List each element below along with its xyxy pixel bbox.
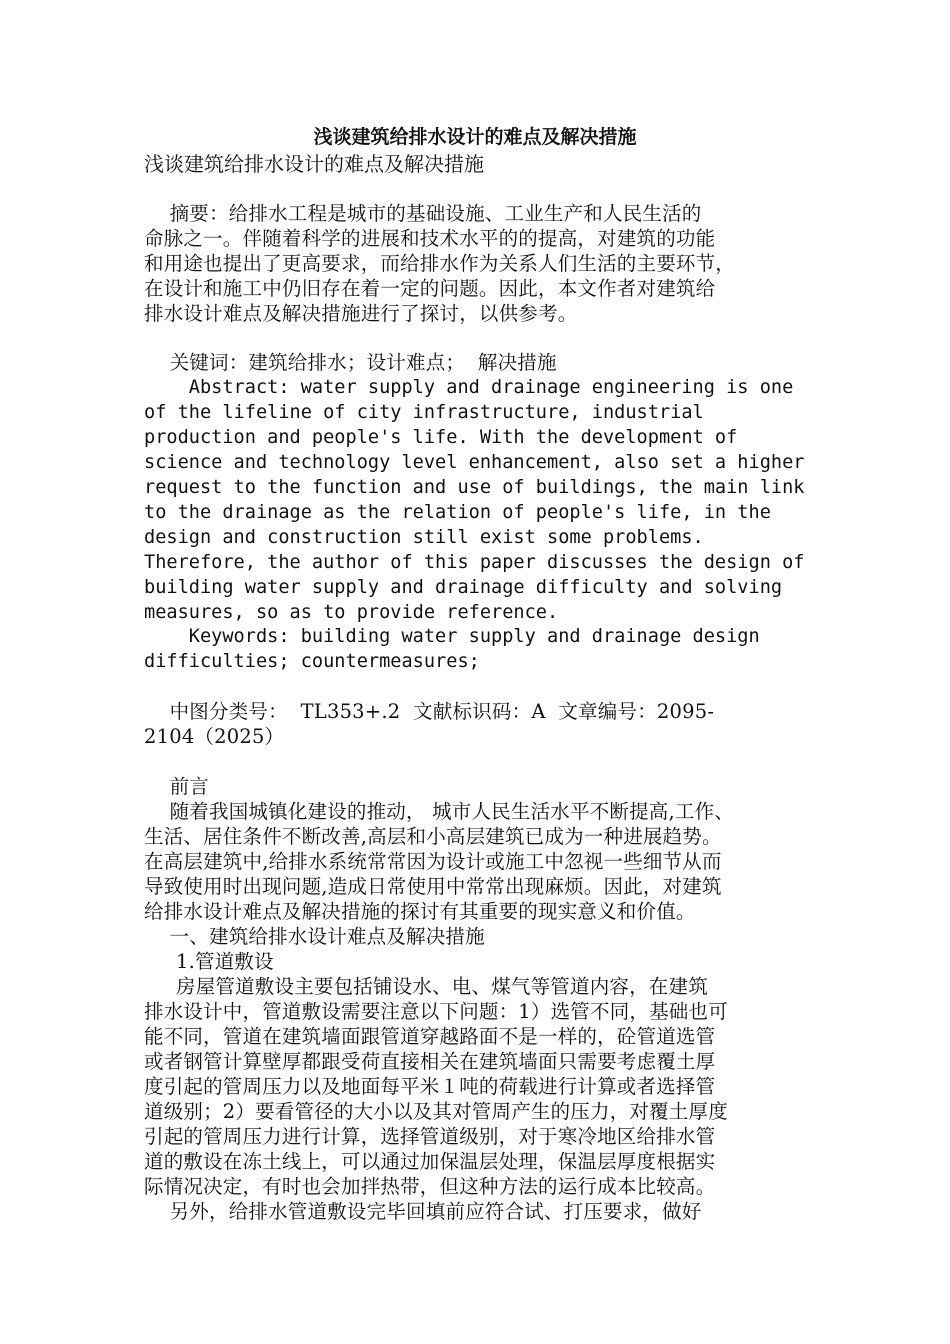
abstract-paragraph: 摘要：给排水工程是城市的基础设施、工业生产和人民生活的 命脉之一。伴随着科学的进展和技术水平的的提高，对建筑的功能 和用途也提出了更高要求，而给排水作为关系人们生活的主要环节， 在设计和施工中仍旧存在着一定的问题。因此，本文作者对建筑给 排水设计难点及解决措施进行了探讨，以供参考。 (144, 202, 736, 325)
document-subtitle: 浅谈建筑给排水设计的难点及解决措施 (144, 152, 484, 176)
keywords-chinese: 关键词：建筑给排水；设计难点； 解决措施 (144, 351, 557, 374)
classification-info: 中图分类号： TL353+.2 文献标识码：A 文章编号：2095- 2104（2025） (144, 700, 715, 748)
document-title: 浅谈建筑给排水设计的难点及解决措施 (313, 126, 637, 148)
abstract-english: Abstract: water supply and drainage engineering is one of the lifeline of city infrastructure, industrial production and people's life. With the development of science and technology level enhancement, also set a higher request to the function and use of buildings, the main link to the drainage as the relation of people's life, in the design and construction still exist some problems. Therefore, the author of this paper discusses the design of building water supply and drainage difficulty and solving measures, so as to provide reference. (144, 377, 805, 623)
preface-body: 前言 随着我国城镇化建设的推动， 城市人民生活水平不断提高,工作、 生活、居住条件不断改善,高层和小高层建筑已成为一种进展趋势。 在高层建筑中,给排水系统常常因为设计或施工中忽视一些细节从而 导致使用时出现问题,造成日常使用中常常出现麻烦。因此，对建筑 给排水设计难点及解决措施的探讨有其重要的现实意义和价值。 一、建筑给排水设计难点及解决措施 1.管道敷设 房屋管道敷设主要包括铺设水、电、煤气等管道内容，在建筑 排水设计中，管道敷设需要注意以下问题：1）选管不同，基础也可 能不同，管道在建筑墙面跟管道穿越路面不是一样的，砼管道选管 或者钢管计算壁厚都跟受荷直接相关在建筑墙面只需要考虑覆土厚 度引起的管周压力以及地面每平米１吨的荷载进行计算或者选择管 道级别；2）要看管径的大小以及其对管周产生的压力，对覆土厚度 引起的管周压力进行计算，选择管道级别，对于寒冷地区给排水管 道的敷设在冻土线上，可以通过加保温层处理，保温层厚度根据实 际情况决定，有时也会加拌热带，但这种方法的运行成本比较高。 另外，给排水管道敷设完毕回填前应符合试、打压要求，做好 (144, 775, 735, 1223)
keywords-english: Keywords: building water supply and drainage design difficulties; countermeasures; (144, 626, 760, 672)
